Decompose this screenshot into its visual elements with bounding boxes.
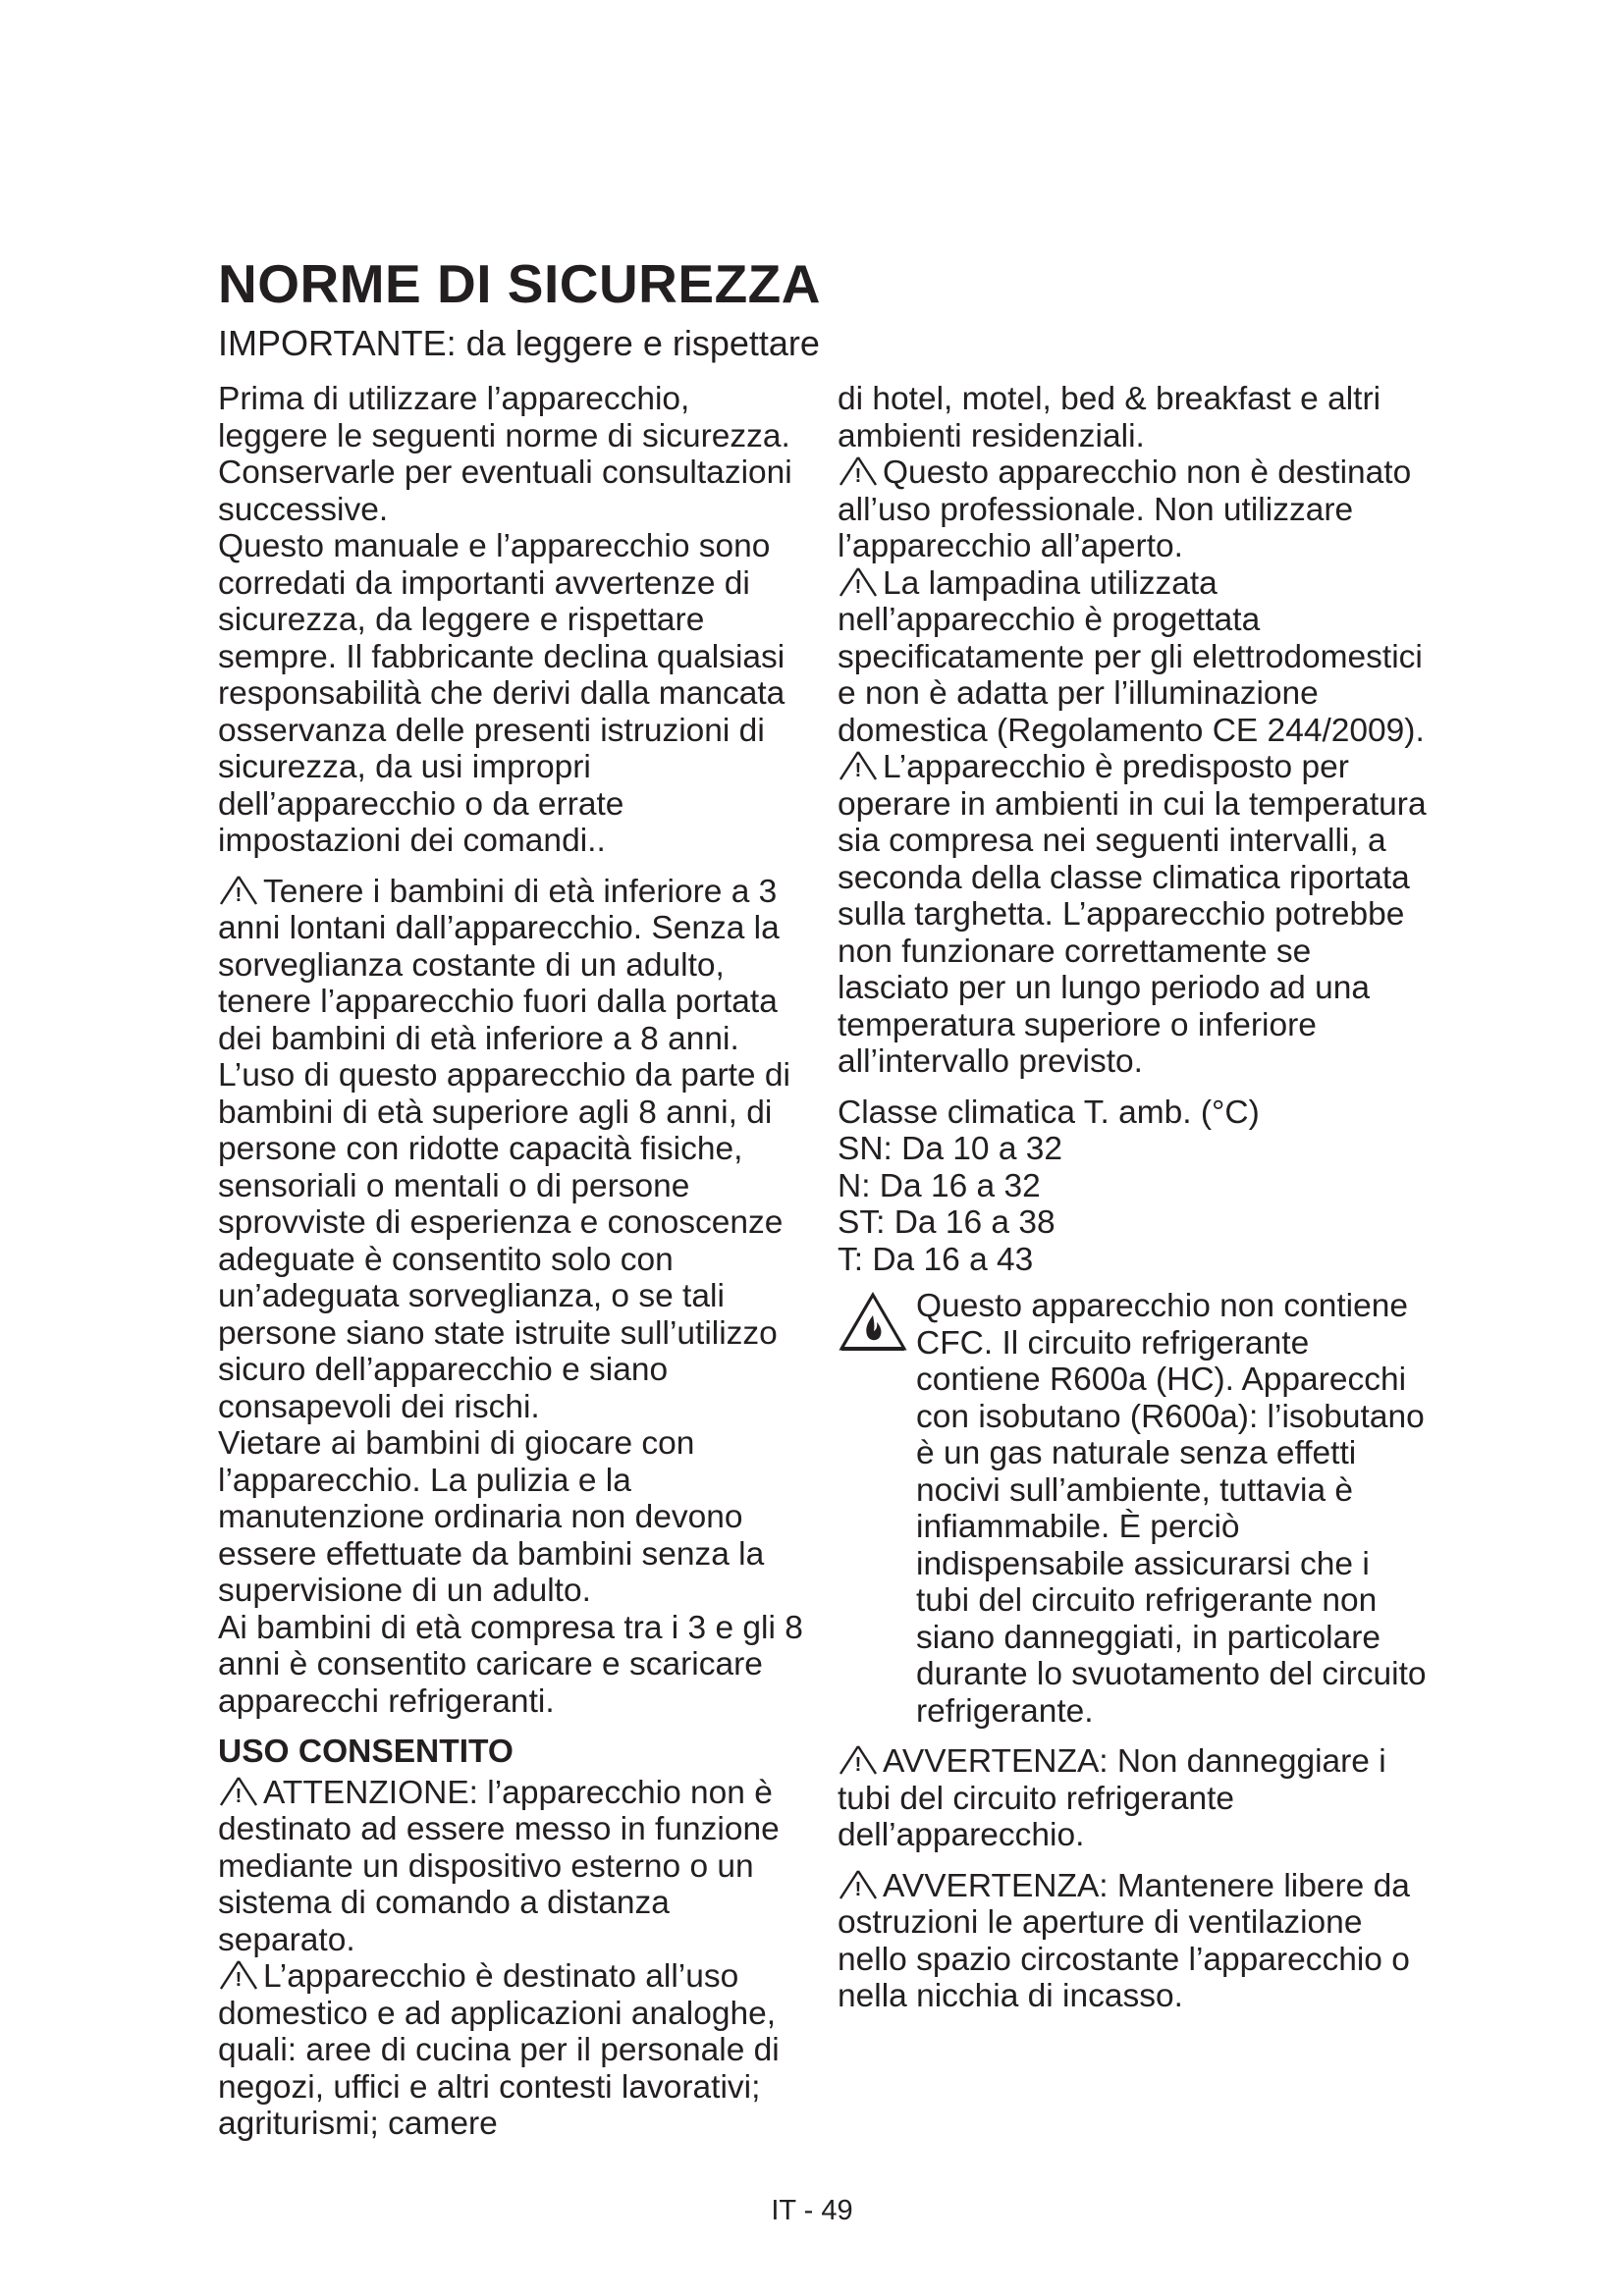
left-column — [218, 381, 807, 2143]
flammable-warning-icon — [838, 1292, 908, 1353]
climate-text: L’apparecchio è predisposto per operare in ambienti in cui la temperatura sia compresa nei seguenti intervalli, a seconda della classe climatica riportata sulla targhetta. L’apparecchio potrebbe non funzionare correttamente se lasciato per un lungo periodo ad una temperatura superiore o inferiore all’intervallo previsto. — [838, 749, 1427, 1080]
children-load-paragraph: Ai bambini di età compresa tra i 3 e gli 8 anni è consentito caricare e scaricare apparecchi refrigeranti. — [218, 1609, 803, 1720]
warning-triangle-icon — [838, 1869, 879, 1900]
intro-paragraph-2: Questo manuale e l’apparecchio sono corredati da importanti avvertenze di sicurezza, da leggere e rispettare sempre. Il fabbricante declina qualsiasi responsabilità che derivi dalla mancata osservanza delle presenti istruzioni di sicurezza, da usi impropri dell’apparecchio o da errate impostazioni dei comandi.. — [218, 528, 785, 859]
not-professional-text: Questo apparecchio non è destinato all’uso professionale. Non utilizzare l’apparecchio all’aperto. — [838, 454, 1412, 564]
climate-paragraph — [838, 749, 1427, 1081]
continuation-paragraph: di hotel, motel, bed & breakfast e altri ambienti residenziali. — [838, 381, 1381, 454]
warning-triangle-icon — [838, 566, 879, 598]
warning-triangle-icon — [218, 1776, 259, 1807]
lamp-paragraph — [838, 565, 1427, 750]
warning-triangle-icon — [838, 455, 879, 487]
warning-pipes-text: AVVERTENZA: Non danneggiare i tubi del circuito refrigerante dell’apparecchio. — [838, 1743, 1386, 1853]
climate-table-header: Classe climatica T. amb. (°C) — [838, 1094, 1260, 1131]
children-warning-paragraph — [218, 874, 807, 1426]
climate-row: SN: Da 10 a 32 — [838, 1131, 1063, 1167]
warning-triangle-icon — [838, 1744, 879, 1776]
attention-paragraph — [218, 1775, 807, 1959]
warning-vents-paragraph — [838, 1868, 1427, 2015]
climate-row: N: Da 16 a 32 — [838, 1167, 1041, 1204]
warning-triangle-icon — [218, 875, 259, 906]
intro-paragraph: Prima di utilizzare l’apparecchio, leggere le seguenti norme di sicurezza. Conservarle per eventuali consultazioni successive. — [218, 381, 792, 528]
refrigerant-text: Questo apparecchio non contiene CFC. Il circuito refrigerante contiene R600a (HC). Apparecchi con isobutano (R600a): l’isobutano è un gas naturale senza effetti nocivi sull’ambiente, tuttavia è infiammabile. È perciò indispensabile assicurarsi che i tubi del circuito refrigerante non siano danneggiati, in particolare durante lo svuotamento del circuito refrigerante. — [916, 1288, 1427, 1730]
warning-pipes-paragraph — [838, 1743, 1427, 1854]
climate-row: T: Da 16 a 43 — [838, 1241, 1034, 1278]
warning-triangle-icon — [838, 750, 879, 781]
warning-vents-text: AVVERTENZA: Mantenere libere da ostruzioni le aperture di ventilazione nello spazio circostante l’apparecchio o nella nicchia di incasso. — [838, 1867, 1410, 2014]
children-play-paragraph: Vietare ai bambini di giocare con l’apparecchio. La pulizia e la manutenzione ordinaria non devono essere effettuate da bambini senza la supervisione di un adulto. — [218, 1425, 765, 1609]
domestic-use-paragraph — [218, 1958, 807, 2143]
page-title: NORME DI SICUREZZA — [218, 253, 821, 314]
not-professional-paragraph — [838, 454, 1427, 565]
lamp-text: La lampadina utilizzata nell’apparecchio è progettata specificatamente per gli elettrodomestici e non è adatta per l’illuminazione domestica (Regolamento CE 244/2009). — [838, 564, 1425, 749]
attention-text: ATTENZIONE: l’apparecchio non è destinato ad essere messo in funzione mediante un dispositivo esterno o un sistema di comando a distanza separato. — [218, 1774, 780, 1958]
page-number: IT - 49 — [771, 2195, 853, 2226]
refrigerant-block — [838, 1288, 1427, 1730]
domestic-use-text: L’apparecchio è destinato all’uso domestico e ad applicazioni analoghe, quali: aree di cucina per il personale di negozi, uffici e altri contesti lavorativi; agriturismi; camere — [218, 1958, 780, 2142]
climate-row: ST: Da 16 a 38 — [838, 1204, 1056, 1241]
page-subtitle: IMPORTANTE: da leggere e rispettare — [218, 323, 820, 363]
section-heading-uso-consentito: USO CONSENTITO — [218, 1734, 514, 1770]
warning-triangle-icon — [218, 1959, 259, 1991]
children-warning-text: Tenere i bambini di età inferiore a 3 anni lontani dall’apparecchio. Senza la sorveglianza costante di un adulto, tenere l’apparecchio fuori dalla portata dei bambini di età inferiore a 8 anni. L’uso di questo apparecchio da parte di bambini di età superiore agli 8 anni, di persone con ridotte capacità fisiche, sensoriali o mentali o di persone sprovviste di esperienza e conoscenze adeguate è consentito solo con un’adeguata sorveglianza, o se tali persone siano state istruite sull’utilizzo sicuro dell’apparecchio e siano consapevoli dei rischi. — [218, 873, 790, 1425]
right-column — [838, 381, 1427, 2015]
